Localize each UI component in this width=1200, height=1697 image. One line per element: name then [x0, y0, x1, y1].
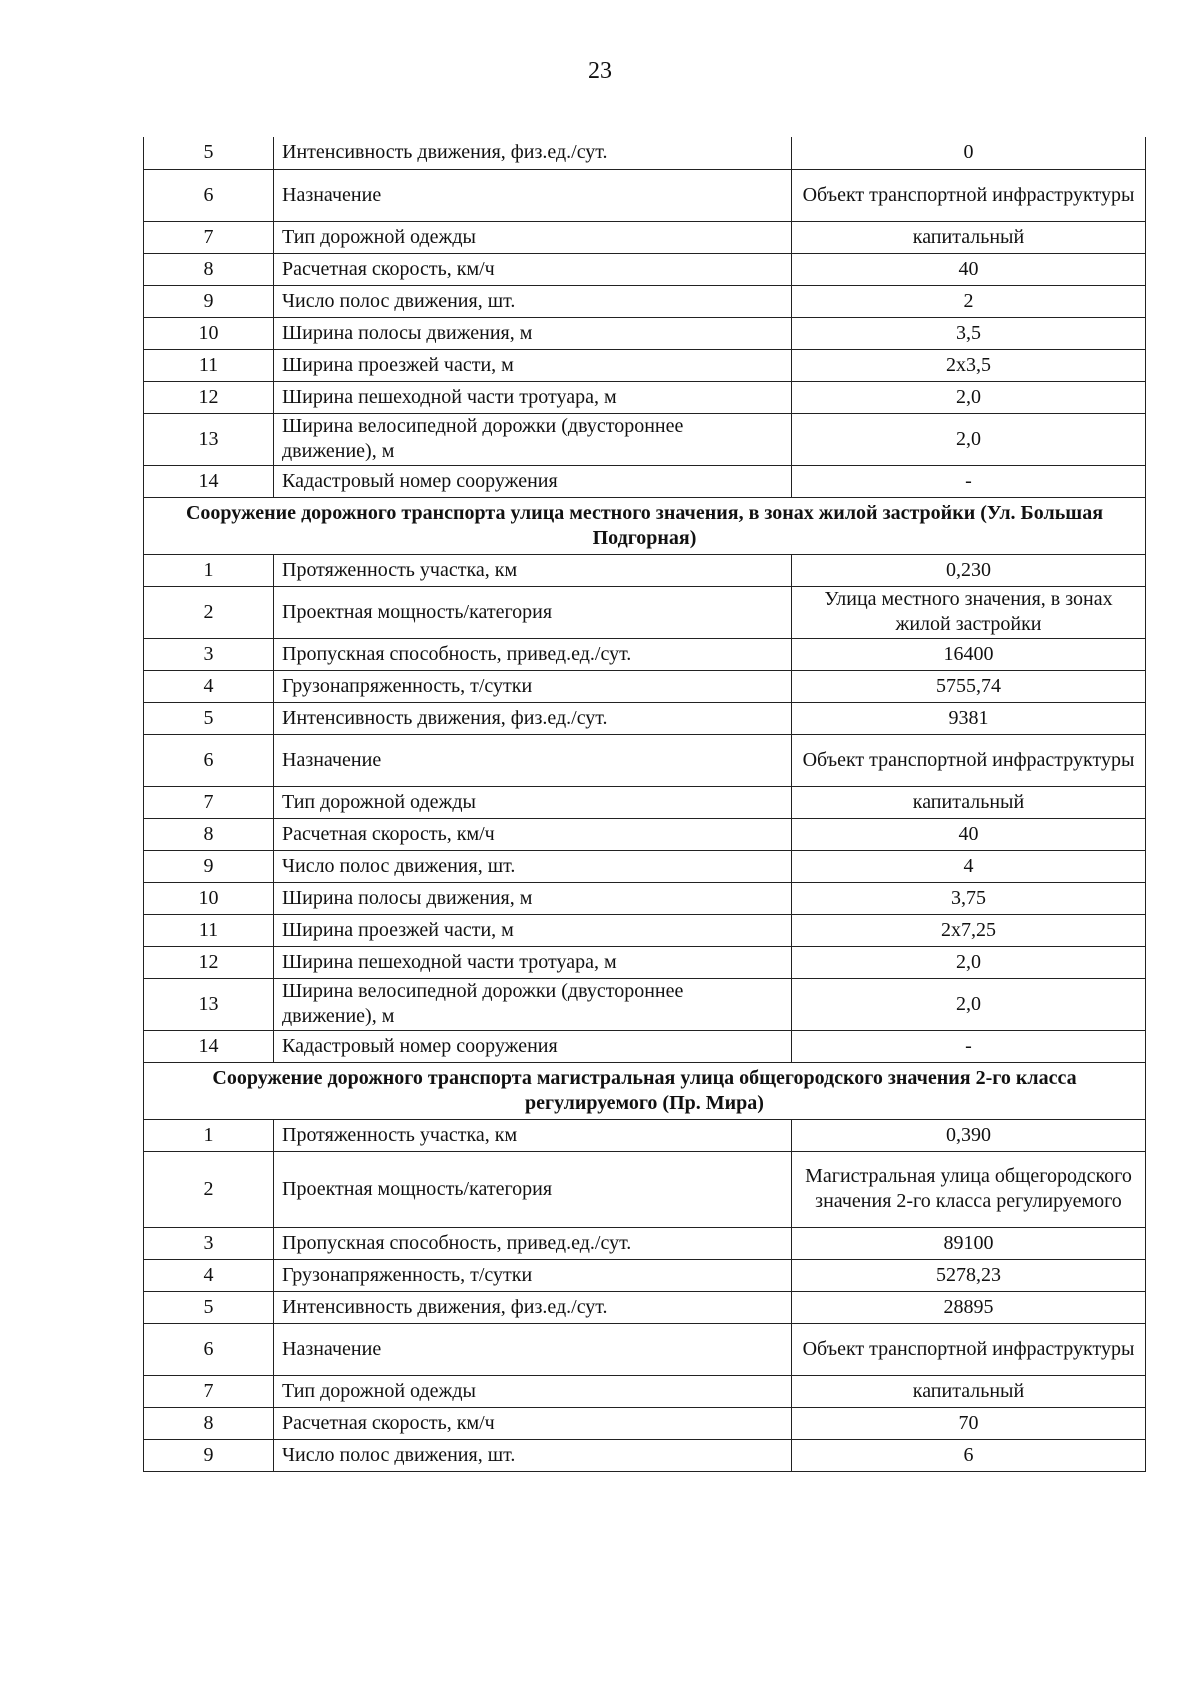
parameter-name: Интенсивность движения, физ.ед./сут.	[274, 702, 792, 734]
parameter-name: Ширина полосы движения, м	[274, 882, 792, 914]
row-number: 6	[144, 734, 274, 786]
parameter-value: 2	[792, 285, 1146, 317]
parameter-name: Ширина велосипедной дорожки (двустороннее движение), м	[274, 413, 792, 465]
row-number: 11	[144, 349, 274, 381]
table-row	[144, 1439, 1146, 1471]
table-row	[144, 221, 1146, 253]
table-row	[144, 1119, 1146, 1151]
row-number: 10	[144, 882, 274, 914]
row-number: 14	[144, 465, 274, 497]
parameter-name: Грузонапряженность, т/сутки	[274, 1259, 792, 1291]
section-header-row	[144, 1062, 1146, 1119]
row-number: 3	[144, 1227, 274, 1259]
row-number: 7	[144, 221, 274, 253]
parameter-value: 9381	[792, 702, 1146, 734]
row-number: 6	[144, 169, 274, 221]
table-row	[144, 638, 1146, 670]
parameter-value: 16400	[792, 638, 1146, 670]
row-number: 3	[144, 638, 274, 670]
parameter-value: 2,0	[792, 978, 1146, 1030]
table-row	[144, 1259, 1146, 1291]
parameter-value: 40	[792, 818, 1146, 850]
row-number: 11	[144, 914, 274, 946]
table-row	[144, 253, 1146, 285]
parameter-name: Расчетная скорость, км/ч	[274, 253, 792, 285]
parameter-value: 2,0	[792, 413, 1146, 465]
table-row	[144, 317, 1146, 349]
table-row	[144, 734, 1146, 786]
parameter-value: 0	[792, 137, 1146, 169]
row-number: 8	[144, 1407, 274, 1439]
parameter-name: Ширина проезжей части, м	[274, 914, 792, 946]
parameter-value: 2,0	[792, 381, 1146, 413]
parameter-name: Назначение	[274, 169, 792, 221]
parameter-value: 3,75	[792, 882, 1146, 914]
table-row	[144, 978, 1146, 1030]
table-body	[144, 137, 1146, 1471]
parameter-name: Протяженность участка, км	[274, 554, 792, 586]
parameter-name: Пропускная способность, привед.ед./сут.	[274, 638, 792, 670]
parameter-value: Объект транспортной инфраструктуры	[792, 1323, 1146, 1375]
parameter-name: Число полос движения, шт.	[274, 850, 792, 882]
row-number: 5	[144, 137, 274, 169]
parameter-value: капитальный	[792, 1375, 1146, 1407]
row-number: 6	[144, 1323, 274, 1375]
section-title: Сооружение дорожного транспорта магистральная улица общегородского значения 2-го класса регулируемого (Пр. Мира)	[144, 1062, 1146, 1119]
table-row	[144, 1151, 1146, 1227]
table-row	[144, 670, 1146, 702]
parameter-value: -	[792, 1030, 1146, 1062]
row-number: 12	[144, 381, 274, 413]
parameter-name: Расчетная скорость, км/ч	[274, 1407, 792, 1439]
parameter-name: Ширина пешеходной части тротуара, м	[274, 381, 792, 413]
table-row	[144, 381, 1146, 413]
parameter-name: Интенсивность движения, физ.ед./сут.	[274, 1291, 792, 1323]
section-title: Сооружение дорожного транспорта улица местного значения, в зонах жилой застройки (Ул. Большая Подгорная)	[144, 497, 1146, 554]
parameter-name: Назначение	[274, 734, 792, 786]
row-number: 9	[144, 850, 274, 882]
parameter-name: Пропускная способность, привед.ед./сут.	[274, 1227, 792, 1259]
parameter-name: Кадастровый номер сооружения	[274, 465, 792, 497]
table-row	[144, 586, 1146, 638]
parameter-value: Магистральная улица общегородского значения 2-го класса регулируемого	[792, 1151, 1146, 1227]
row-number: 2	[144, 1151, 274, 1227]
parameter-value: 3,5	[792, 317, 1146, 349]
table-row	[144, 465, 1146, 497]
table-row	[144, 285, 1146, 317]
parameter-value: Объект транспортной инфраструктуры	[792, 169, 1146, 221]
table-row	[144, 1030, 1146, 1062]
row-number: 4	[144, 1259, 274, 1291]
table-row	[144, 1227, 1146, 1259]
row-number: 5	[144, 1291, 274, 1323]
parameter-value: 2х3,5	[792, 349, 1146, 381]
row-number: 14	[144, 1030, 274, 1062]
table-row	[144, 850, 1146, 882]
table-row	[144, 413, 1146, 465]
parameter-value: 6	[792, 1439, 1146, 1471]
parameter-name: Ширина велосипедной дорожки (двустороннее движение), м	[274, 978, 792, 1030]
parameter-value: капитальный	[792, 786, 1146, 818]
table-row	[144, 786, 1146, 818]
parameter-value: 4	[792, 850, 1146, 882]
row-number: 1	[144, 554, 274, 586]
parameter-name: Число полос движения, шт.	[274, 285, 792, 317]
parameter-name: Число полос движения, шт.	[274, 1439, 792, 1471]
parameter-value: 28895	[792, 1291, 1146, 1323]
parameter-name: Тип дорожной одежды	[274, 786, 792, 818]
row-number: 9	[144, 285, 274, 317]
parameter-value: 2,0	[792, 946, 1146, 978]
row-number: 4	[144, 670, 274, 702]
road-parameters-table	[143, 137, 1146, 1472]
table-row	[144, 914, 1146, 946]
table-row	[144, 818, 1146, 850]
row-number: 5	[144, 702, 274, 734]
parameter-name: Ширина полосы движения, м	[274, 317, 792, 349]
parameter-name: Ширина пешеходной части тротуара, м	[274, 946, 792, 978]
table-row	[144, 137, 1146, 169]
table-row	[144, 1323, 1146, 1375]
parameter-name: Проектная мощность/категория	[274, 1151, 792, 1227]
page-number: 23	[588, 58, 612, 84]
parameter-value: 5278,23	[792, 1259, 1146, 1291]
parameter-name: Ширина проезжей части, м	[274, 349, 792, 381]
parameter-value: -	[792, 465, 1146, 497]
row-number: 12	[144, 946, 274, 978]
parameter-name: Назначение	[274, 1323, 792, 1375]
row-number: 13	[144, 978, 274, 1030]
row-number: 10	[144, 317, 274, 349]
table-row	[144, 1375, 1146, 1407]
parameter-value: 70	[792, 1407, 1146, 1439]
parameter-name: Проектная мощность/категория	[274, 586, 792, 638]
parameter-name: Протяженность участка, км	[274, 1119, 792, 1151]
parameter-value: Объект транспортной инфраструктуры	[792, 734, 1146, 786]
parameter-value: 89100	[792, 1227, 1146, 1259]
table-row	[144, 554, 1146, 586]
row-number: 9	[144, 1439, 274, 1471]
parameter-name: Расчетная скорость, км/ч	[274, 818, 792, 850]
row-number: 8	[144, 253, 274, 285]
row-number: 1	[144, 1119, 274, 1151]
parameter-value: 5755,74	[792, 670, 1146, 702]
parameter-value: Улица местного значения, в зонах жилой застройки	[792, 586, 1146, 638]
row-number: 7	[144, 1375, 274, 1407]
parameter-name: Кадастровый номер сооружения	[274, 1030, 792, 1062]
parameter-value: 0,390	[792, 1119, 1146, 1151]
row-number: 7	[144, 786, 274, 818]
parameter-name: Тип дорожной одежды	[274, 221, 792, 253]
table-row	[144, 946, 1146, 978]
table-row	[144, 1407, 1146, 1439]
row-number: 13	[144, 413, 274, 465]
parameter-value: капитальный	[792, 221, 1146, 253]
parameter-name: Тип дорожной одежды	[274, 1375, 792, 1407]
parameter-name: Интенсивность движения, физ.ед./сут.	[274, 137, 792, 169]
row-number: 8	[144, 818, 274, 850]
row-number: 2	[144, 586, 274, 638]
parameter-name: Грузонапряженность, т/сутки	[274, 670, 792, 702]
table-row	[144, 349, 1146, 381]
table-row	[144, 882, 1146, 914]
parameter-value: 0,230	[792, 554, 1146, 586]
parameter-value: 40	[792, 253, 1146, 285]
table-row	[144, 169, 1146, 221]
parameter-value: 2х7,25	[792, 914, 1146, 946]
table-row	[144, 702, 1146, 734]
table-row	[144, 1291, 1146, 1323]
section-header-row	[144, 497, 1146, 554]
